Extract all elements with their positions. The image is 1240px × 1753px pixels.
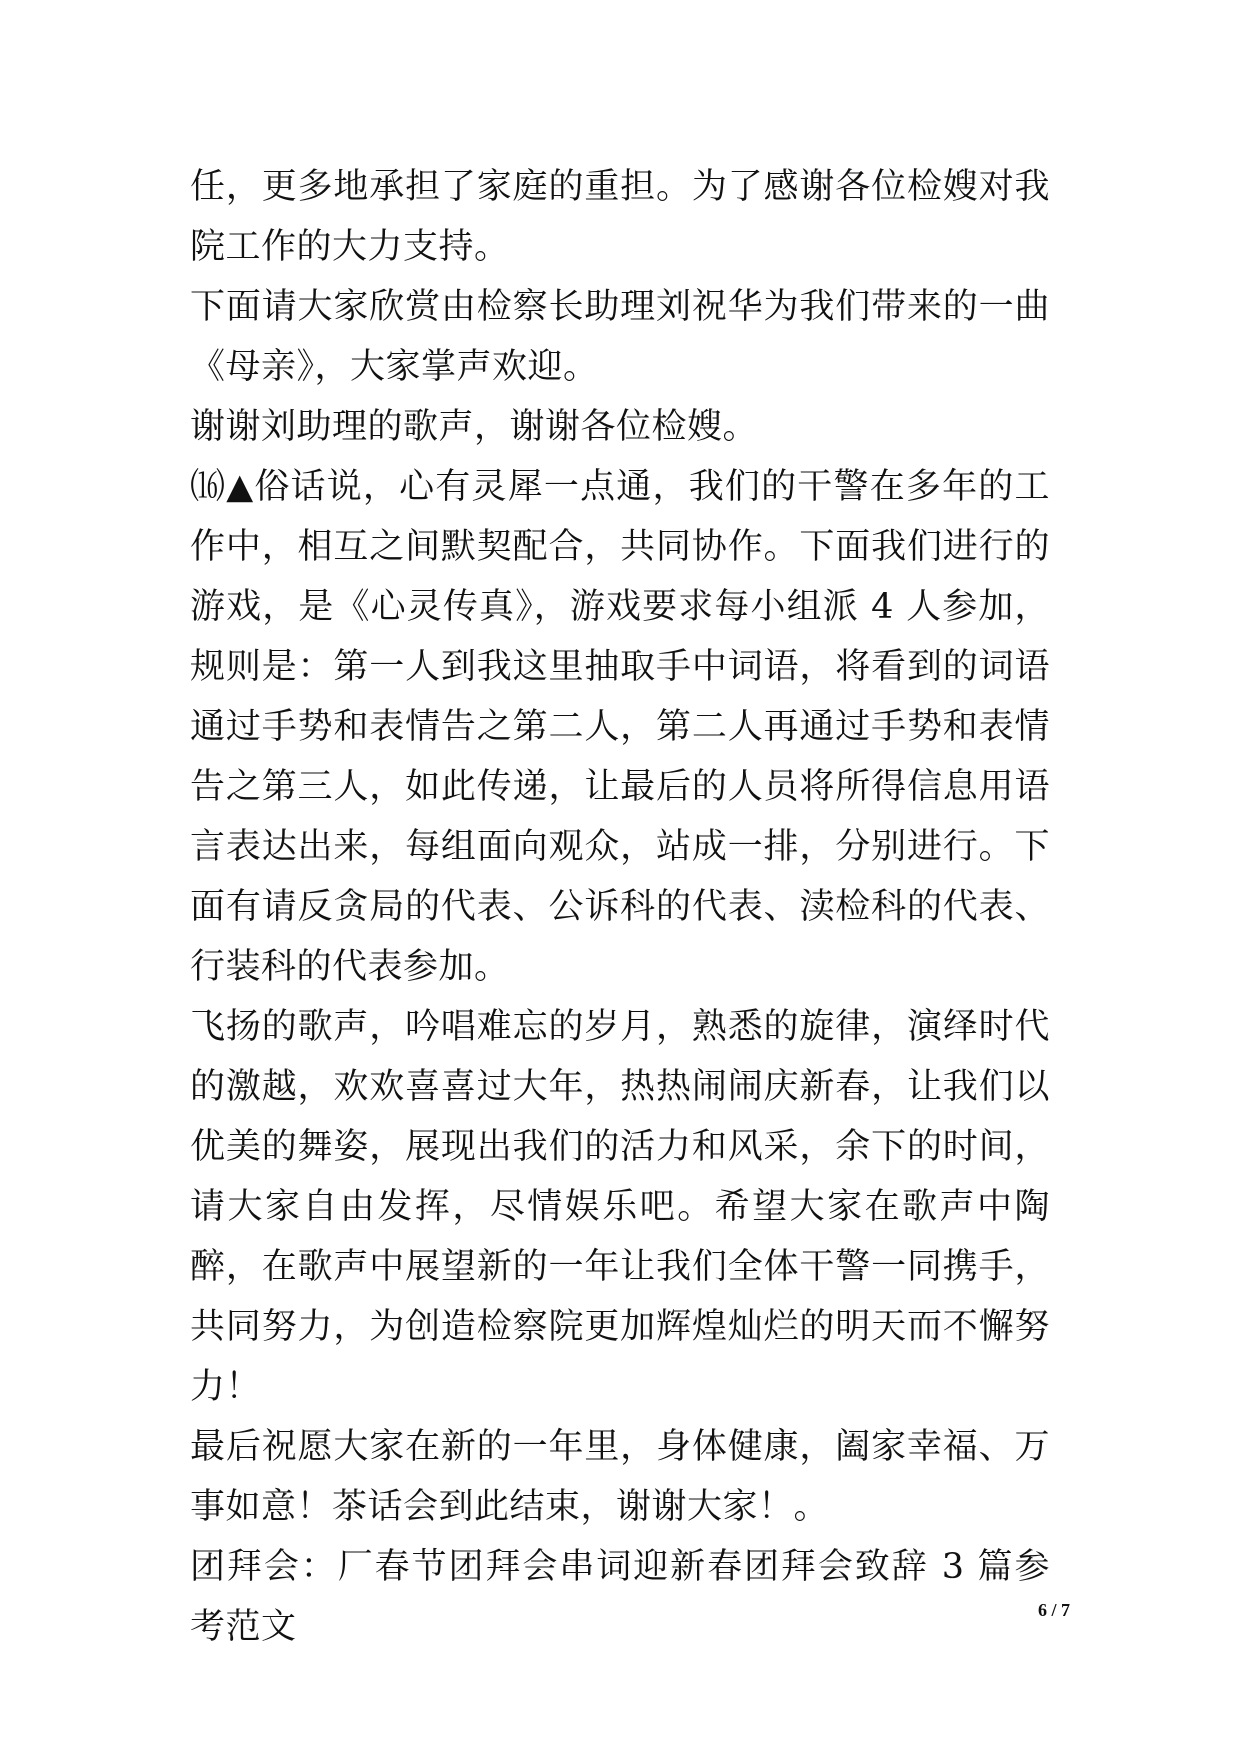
paragraph-7: 团拜会：厂春节团拜会串词迎新春团拜会致辞 3 篇参考范文 xyxy=(190,1547,1050,1647)
page-number: 6 / 7 xyxy=(1037,1600,1070,1620)
paragraph-3: 谢谢刘助理的歌声，谢谢各位检嫂。 xyxy=(190,407,759,447)
paragraph-2: 下面请大家欣赏由检察长助理刘祝华为我们带来的一曲《母亲》，大家掌声欢迎。 xyxy=(190,287,1050,387)
paragraph-1: 任，更多地承担了家庭的重担。为了感谢各位检嫂对我院工作的大力支持。 xyxy=(190,167,1050,267)
document-body xyxy=(190,157,1050,1657)
paragraph-6: 最后祝愿大家在新的一年里，身体健康，阖家幸福、万事如意！茶话会到此结束，谢谢大家！。 xyxy=(190,1427,1050,1527)
paragraph-5: 飞扬的歌声，吟唱难忘的岁月，熟悉的旋律，演绎时代的激越，欢欢喜喜过大年，热热闹闹庆新春，让我们以优美的舞姿，展现出我们的活力和风采，余下的时间，请大家自由发挥，尽情娱乐吧。希望大家在歌声中陶醉，在歌声中展望新的一年让我们全体干警一同携手，共同努力，为创造检察院更加辉煌灿烂的明天而不懈努力！ xyxy=(190,1007,1050,1407)
paragraph-4: ⒃▲俗话说，心有灵犀一点通，我们的干警在多年的工作中，相互之间默契配合，共同协作。下面我们进行的游戏，是《心灵传真》，游戏要求每小组派 4 人参加，规则是：第一人到我这里抽取手中词语，将看到的词语通过手势和表情告之第二人，第二人再通过手势和表情告之第三人，如此传递，让最后的人员将所得信息用语言表达出来，每组面向观众，站成一排，分别进行。下面有请反贪局的代表、公诉科的代表、渎检科的代表、行装科的代表参加。 xyxy=(190,467,1050,987)
